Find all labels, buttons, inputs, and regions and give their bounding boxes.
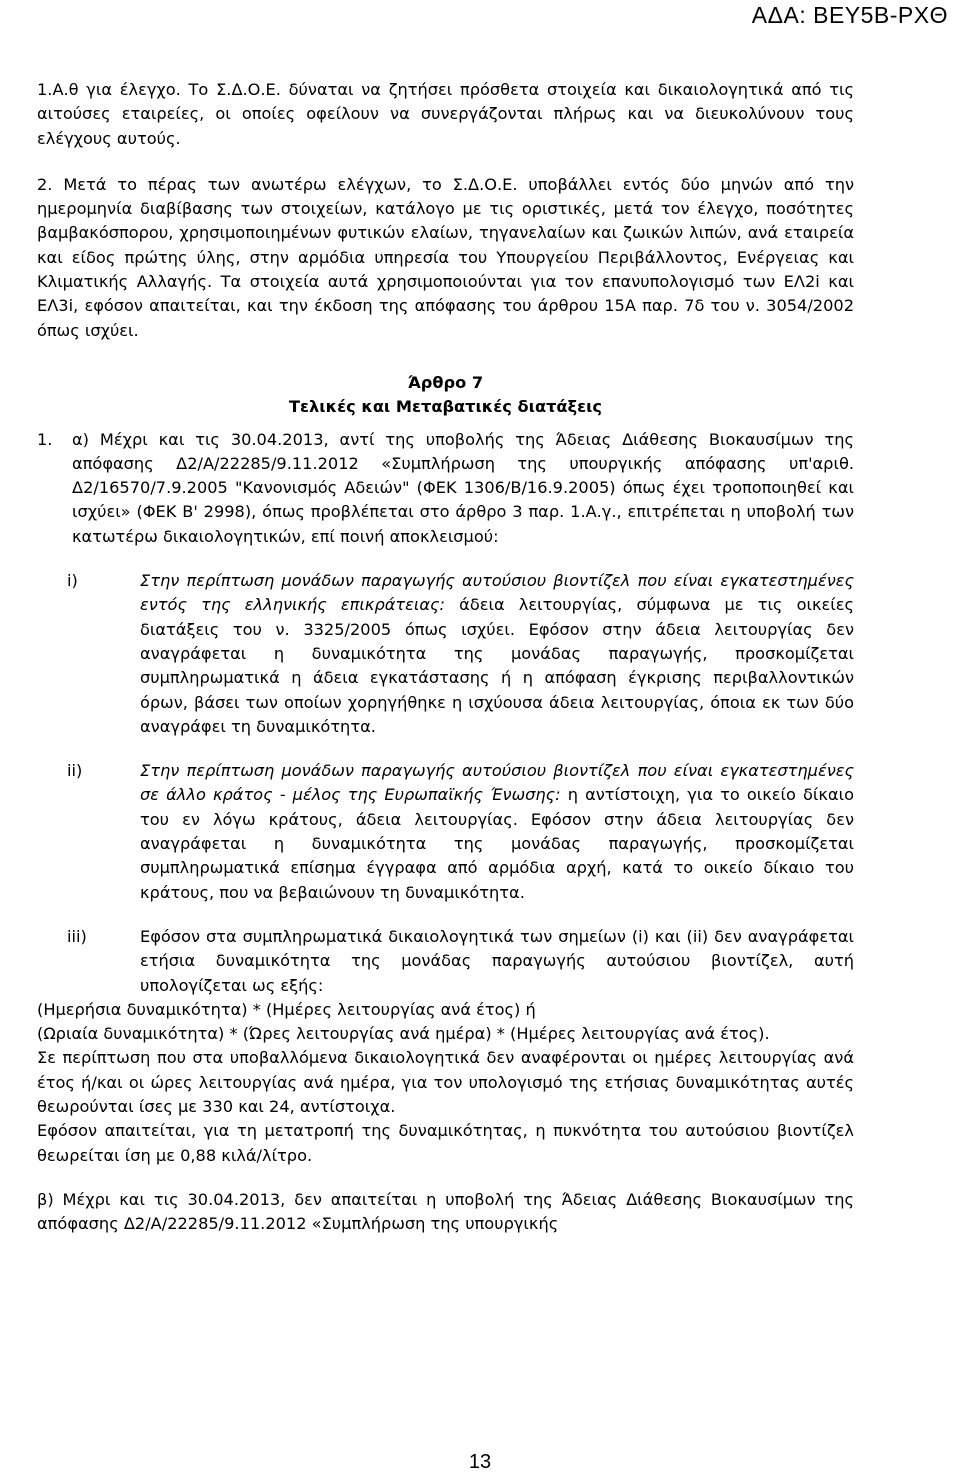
ada-code: ΑΔΑ: ΒΕΥ5Β-ΡΧΘ bbox=[751, 2, 948, 28]
item-1-text: α) Μέχρι και τις 30.04.2013, αντί της υποβολής της Άδειας Διάθεσης Βιοκαυσίμων της απόφασης Δ2/Α/22285/9.11.2012 «Συμπλήρωση της υπουργικής απόφασης υπ'αριθ. Δ2/16570/7.9.2005 "Κανονισμός Αδειών" (ΦΕΚ 1306/Β/16.9.2005) όπως έχει τροποποιηθεί και ισχύει» (ΦΕΚ Β' 2998), όπως προβλέπεται στο άρθρο 3 παρ. 1.Α.γ., επιτρέπεται η υποβολή των κατωτέρω δικαιολογητικών, επί ποινή αποκλεισμού: bbox=[72, 429, 854, 546]
document-body bbox=[37, 78, 854, 1236]
paragraph-1a-theta: 1.Α.θ για έλεγχο. Το Σ.Δ.Ο.Ε. δύναται να ζητήσει πρόσθετα στοιχεία και δικαιολογητικά από τις αιτούσες εταιρείες, οι οποίες οφείλουν να συνεργάζονται πλήρως και να διευκολύνουν τους ελέγχους αυτούς. bbox=[37, 80, 854, 148]
subitem-ii bbox=[67, 759, 854, 905]
subitem-text: Εφόσον στα συμπληρωματικά δικαιολογητικά των σημείων (i) και (ii) δεν αναγράφεται ετήσια δυναμικότητα της μονάδας παραγωγής αυτούσιου βιοντίζελ, αυτή υπολογίζεται ως εξής: bbox=[140, 926, 854, 995]
article-subtitle: Τελικές και Μεταβατικές διατάξεις bbox=[288, 397, 603, 417]
item-1 bbox=[37, 428, 854, 549]
subitem-italic-lead: Στην περίπτωση μονάδων παραγωγής αυτούσιου βιοντίζελ που είναι εγκατεστημένες σε άλλο κράτος - μέλος της Ευρωπαϊκής Ένωσης: bbox=[140, 761, 854, 805]
formula-hourly: (Ωριαία δυναμικότητα) * (Ώρες λειτουργίας ανά ημέρα) * (Ημέρες λειτουργίας ανά έτος). bbox=[37, 1024, 770, 1044]
subitem-text: άδεια λειτουργίας, σύμφωνα με τις οικείες διατάξεις του ν. 3325/2005 όπως ισχύει. Εφόσον στην άδεια λειτουργίας δεν αναγράφεται η δυναμικότητα της μονάδας παραγωγής, προσκομίζεται συμπληρωματικά η άδεια εγκατάστασης ή η απόφαση έγκρισης περιβαλλοντικών όρων, βάσει των οποίων χορηγήθηκε η ισχύουσα άδεια λειτουργίας, όποια εκ των δύο αναγράφει τη δυναμικότητα. bbox=[140, 595, 854, 736]
subitem-iii bbox=[67, 925, 854, 998]
subitem-label: i) bbox=[67, 571, 78, 591]
paragraph-density: Εφόσον απαιτείται, για τη μετατροπή της δυναμικότητας, η πυκνότητα του αυτούσιου βιοντίζελ θεωρείται ίση με 0,88 κιλά/λίτρο. bbox=[37, 1121, 854, 1165]
paragraph-days-hours: Σε περίπτωση που στα υποβαλλόμενα δικαιολογητικά δεν αναφέρονται οι ημέρες λειτουργίας ανά έτος ή/και οι ώρες λειτουργίας ανά ημέρα, για τον υπολογισμό της ετήσιας δυναμικότητας αυτές θεωρούνται ίσες με 330 και 24, αντίστοιχα. bbox=[37, 1048, 854, 1116]
subitem-i bbox=[67, 569, 854, 739]
subitem-text: η αντίστοιχη, για το οικείο δίκαιο του εν λόγω κράτους, άδεια λειτουργίας. Εφόσον στην άδεια λειτουργίας δεν αναγράφεται η δυναμικότητα της μονάδας παραγωγής, προσκομίζεται συμπληρωματικά επίσημα έγγραφα από αρμόδια αρχή, κατά το οικείο δίκαιο του κράτους, που να βεβαιώνουν τη δυναμικότητα. bbox=[140, 785, 854, 902]
item-1-number: 1. bbox=[37, 429, 53, 449]
paragraph-beta: β) Μέχρι και τις 30.04.2013, δεν απαιτείται η υποβολή της Άδειας Διάθεσης Βιοκαυσίμων της απόφασης Δ2/Α/22285/9.11.2012 «Συμπλήρωση της υπουργικής bbox=[37, 1189, 854, 1234]
paragraph-2: 2. Μετά το πέρας των ανωτέρω ελέγχων, το Σ.Δ.Ο.Ε. υποβάλλει εντός δύο μηνών από την ημερομηνία διαβίβασης των στοιχείων, κατάλογο με τις οριστικές, μετά τον έλεγχο, ποσότητες βαμβακόσπορου, χρησιμοποιημένων φυτικών ελαίων, τηγανελαίων και ζωικών λιπών, ανά εταιρεία και είδος πρώτης ύλης, στην αρμόδια υπηρεσία του Υπουργείου Περιβάλλοντος, Ενέργειας και Κλιματικής Αλλαγής. Τα στοιχεία αυτά χρησιμοποιούνται για τον επανυπολογισμό των ΕΛ2i και ΕΛ3i, εφόσον απαιτείται, και την έκδοση της απόφασης του άρθρου 15Α παρ. 7δ του ν. 3054/2002 όπως ισχύει. bbox=[37, 174, 854, 340]
subitem-label: iii) bbox=[67, 926, 87, 946]
page-number: 13 bbox=[468, 1451, 492, 1473]
article-title: Άρθρο 7 bbox=[407, 372, 484, 392]
subitem-label: ii) bbox=[67, 761, 83, 781]
subitem-italic-lead: Στην περίπτωση μονάδων παραγωγής αυτούσιου βιοντίζελ που είναι εγκατεστημένες εντός της ελληνικής επικράτειας: bbox=[140, 571, 854, 615]
formula-daily: (Ημερήσια δυναμικότητα) * (Ημέρες λειτουργίας ανά έτος) ή bbox=[37, 999, 536, 1019]
